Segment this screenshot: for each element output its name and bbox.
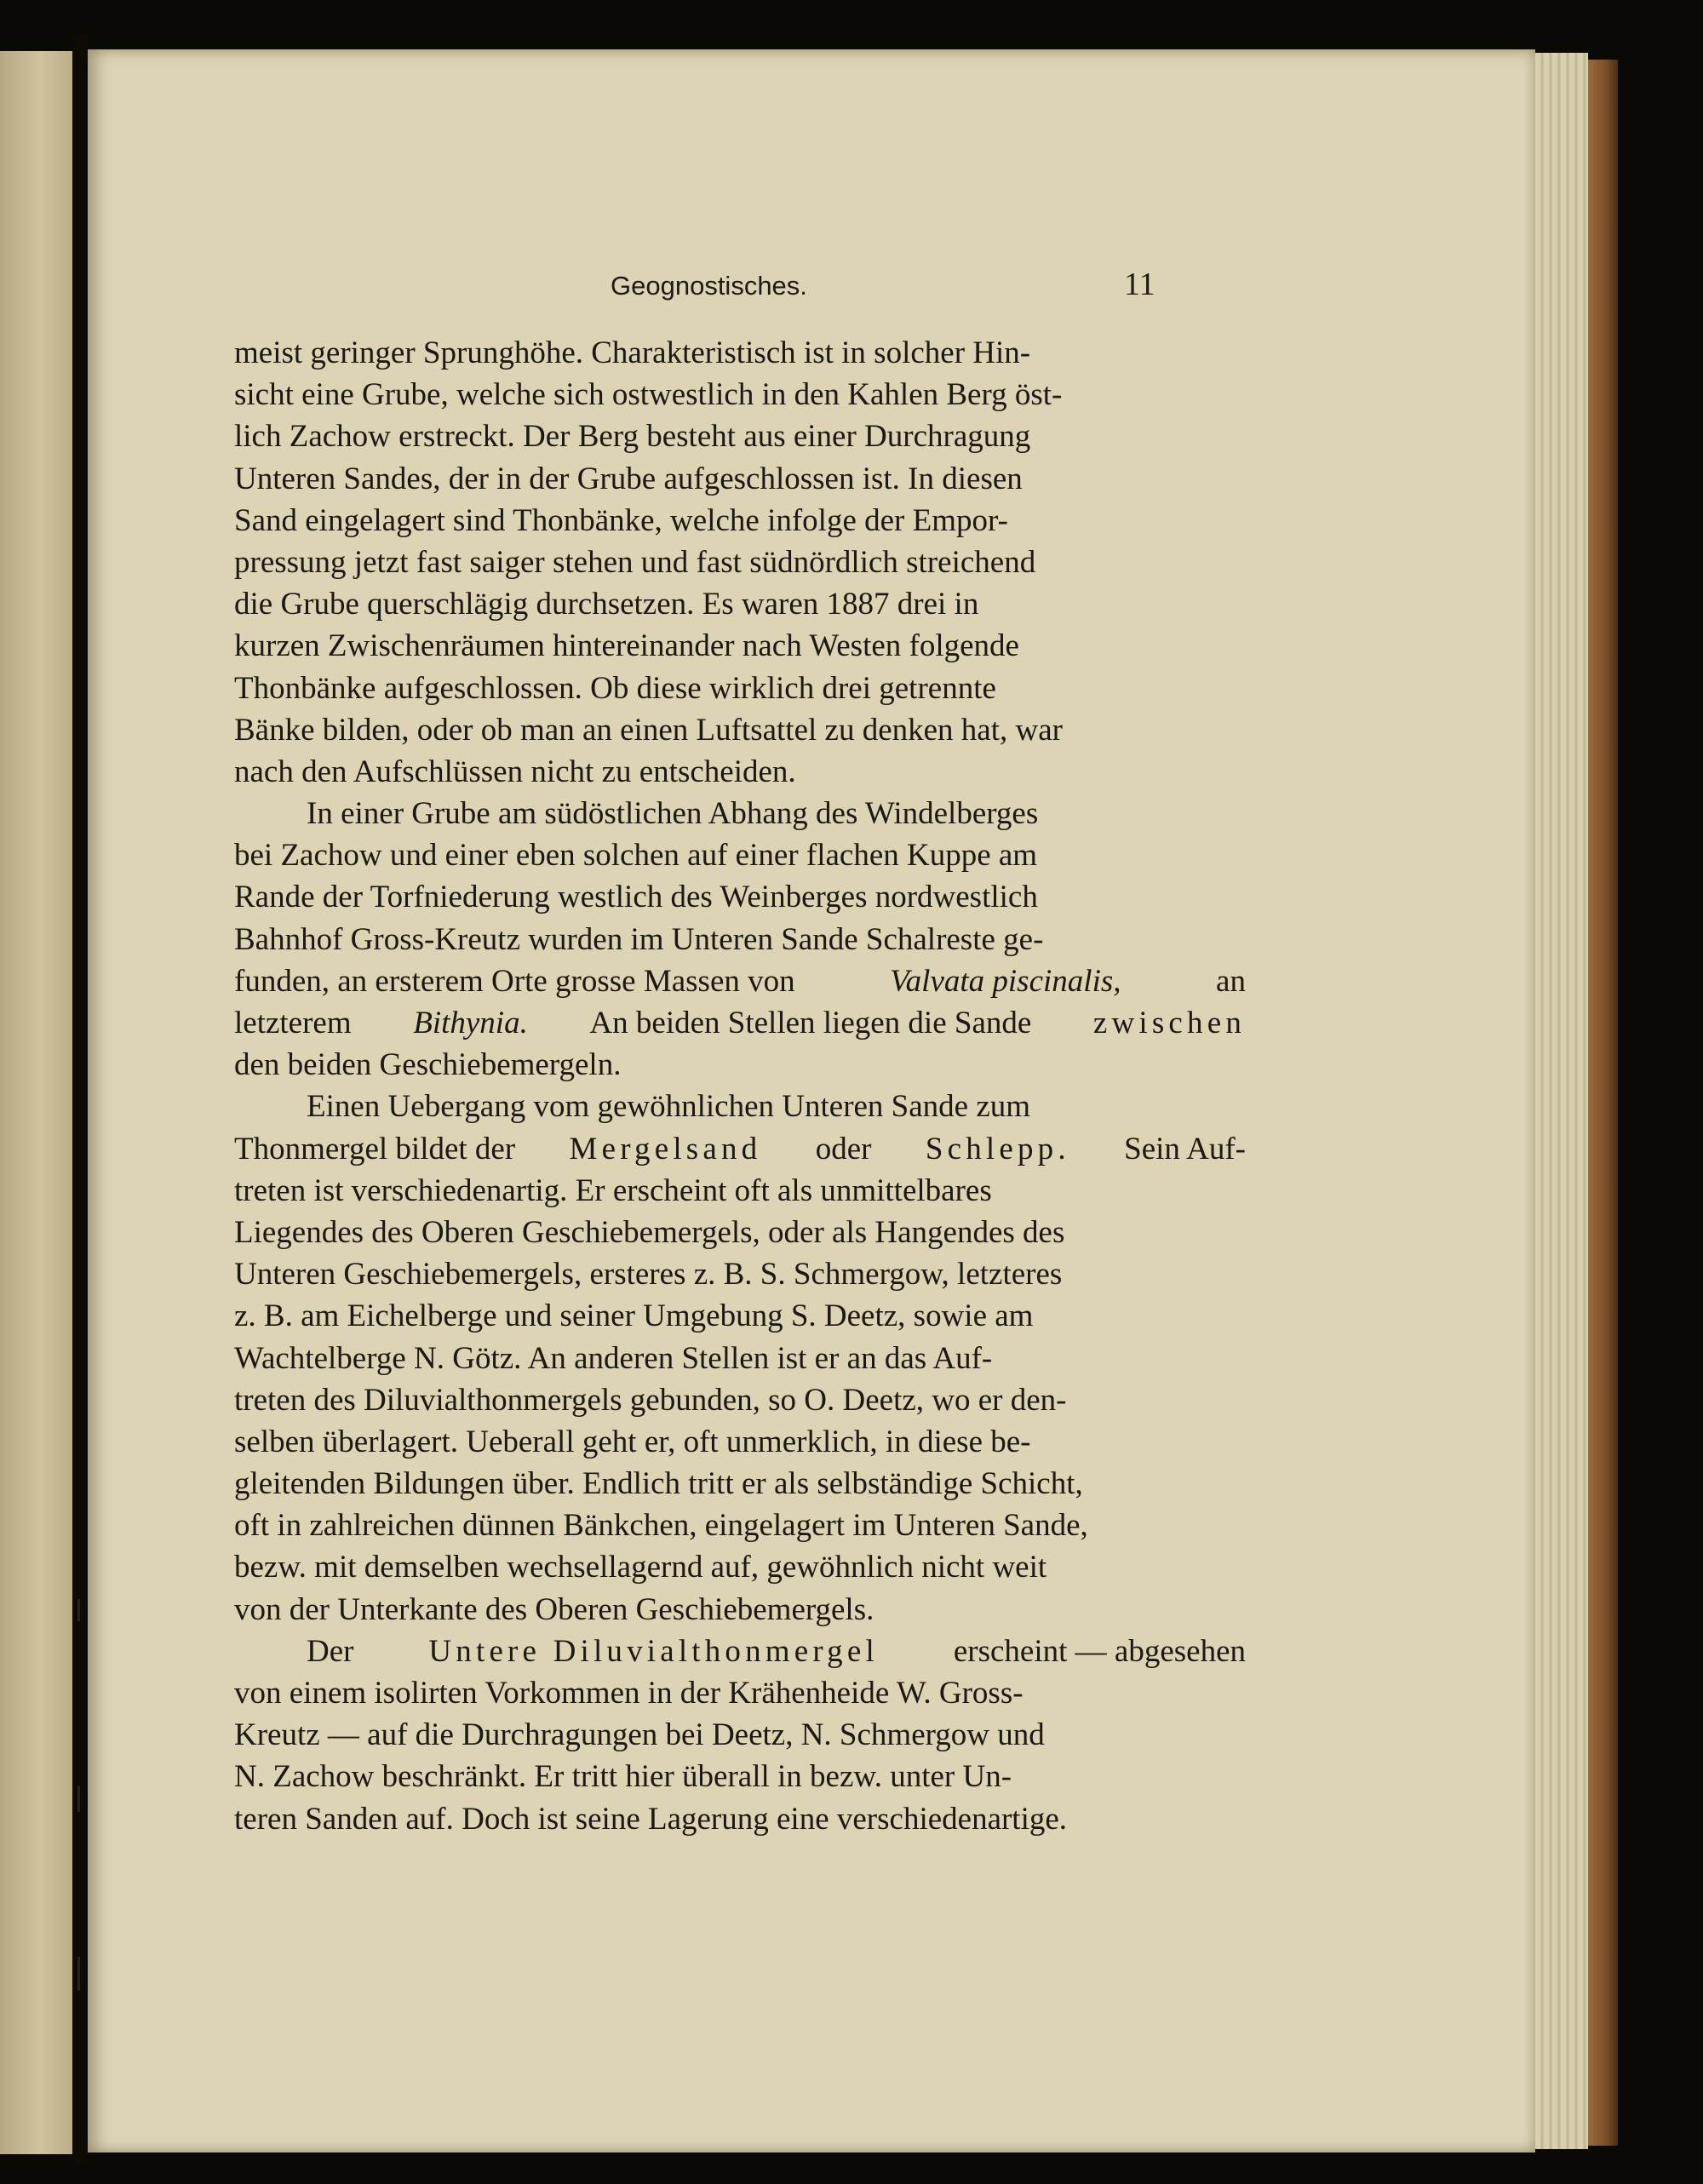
line-text: Einen Uebergang vom gewöhnlichen Unteren Sande zum	[307, 1089, 1031, 1125]
page-stack-edges	[1535, 53, 1588, 2149]
text-line	[234, 374, 1246, 416]
text-line	[234, 1086, 1246, 1127]
line-text: oder	[815, 1131, 872, 1167]
line-text: Der	[307, 1633, 354, 1669]
text-line	[234, 1631, 1246, 1672]
line-text: Bahnhof Gross-Kreutz wurden im Unteren Sande Schalreste ge-	[234, 921, 1044, 957]
line-text: z. B. am Eichelberge und seiner Umgebung S. Deetz, sowie am	[234, 1298, 1034, 1334]
line-text: An beiden Stellen liegen die Sande	[589, 1006, 1032, 1040]
spaced-term: zwischen	[1092, 1006, 1246, 1040]
line-text: Thonbänke aufgeschlossen. Ob diese wirklich drei getrennte	[234, 670, 996, 706]
text-line	[234, 876, 1246, 918]
text-line	[234, 1002, 1246, 1044]
text-line	[234, 793, 1246, 834]
line-text: Wachtelberge N. Götz. An anderen Stellen ist er an das Auf-	[234, 1340, 993, 1376]
line-text: bei Zachow und einer eben solchen auf einer flachen Kuppe am	[234, 838, 1038, 874]
line-text: nach den Aufschlüssen nicht zu entscheiden.	[234, 754, 796, 789]
line-text: Unteren Sandes, der in der Grube aufgeschlossen ist. In diesen	[234, 461, 1023, 496]
page-number: 11	[1124, 267, 1155, 302]
book-gutter	[72, 34, 88, 2163]
text-line	[234, 1338, 1246, 1379]
margin-mark	[77, 1599, 80, 1621]
line-text: pressung jetzt fast saiger stehen und fast südnördlich streichend	[234, 544, 1036, 580]
text-line	[234, 625, 1246, 667]
book-cover-edge	[1588, 60, 1618, 2146]
text-line	[234, 834, 1246, 876]
running-title: Geognostisches.	[611, 271, 807, 301]
line-text: von einem isolirten Vorkommen in der Krähenheide W. Gross-	[234, 1676, 1024, 1711]
line-text: erscheint — abgesehen	[953, 1633, 1246, 1669]
text-line	[234, 1672, 1246, 1714]
line-text: N. Zachow beschränkt. Er tritt hier überall in bezw. unter Un-	[234, 1759, 1012, 1795]
line-text: Bänke bilden, oder ob man an einen Luftsattel zu denken hat, war	[234, 712, 1063, 748]
text-line	[234, 583, 1246, 625]
line-text: teren Sanden auf. Doch ist seine Lagerung eine verschiedenartige.	[234, 1801, 1068, 1837]
line-text: Sand eingelagert sind Thonbänke, welche infolge der Empor-	[234, 502, 1008, 538]
text-line	[234, 751, 1246, 793]
line-text: selben überlagert. Ueberall geht er, oft unmerklich, in diese be-	[234, 1424, 1031, 1459]
line-text: Thonmergel bildet der	[234, 1131, 516, 1167]
text-line	[234, 1128, 1246, 1170]
text-line	[234, 458, 1246, 500]
text-line	[234, 1714, 1246, 1756]
text-line	[234, 416, 1246, 457]
line-text: Liegendes des Oberen Geschiebemergels, oder als Hangendes des	[234, 1214, 1065, 1250]
line-text: oft in zahlreichen dünnen Bänkchen, eingelagert im Unteren Sande,	[234, 1508, 1088, 1544]
text-line	[234, 960, 1246, 1002]
text-line	[234, 500, 1246, 542]
text-line	[234, 1546, 1246, 1588]
spaced-term: Schlepp.	[925, 1131, 1070, 1167]
text-line	[234, 1295, 1246, 1337]
margin-mark	[77, 1957, 80, 1991]
taxon-name: Valvata piscinalis,	[890, 963, 1121, 999]
text-line	[234, 709, 1246, 751]
line-text: kurzen Zwischenräumen hintereinander nach Westen folgende	[234, 628, 1019, 664]
text-line	[234, 1756, 1246, 1797]
text-line	[234, 668, 1246, 709]
line-text: Rande der Torfniederung westlich des Weinberges nordwestlich	[234, 880, 1038, 915]
line-text: In einer Grube am südöstlichen Abhang des Windelberges	[307, 796, 1039, 832]
line-text: letzterem	[234, 1006, 352, 1040]
text-line	[234, 542, 1246, 583]
line-text: funden, an ersterem Orte grosse Massen von	[234, 963, 795, 999]
line-text: Sein Auf-	[1124, 1131, 1246, 1167]
line-text: Unteren Geschiebemergels, ersteres z. B. S. Schmergow, letzteres	[234, 1257, 1063, 1293]
line-text: sicht eine Grube, welche sich ostwestlich in den Kahlen Berg öst-	[234, 377, 1063, 413]
line-text: lich Zachow erstreckt. Der Berg besteht aus einer Durchragung	[234, 419, 1031, 455]
line-text: den beiden Geschiebemergeln.	[234, 1047, 622, 1083]
body-text	[234, 332, 1246, 1840]
line-text: an	[1216, 963, 1246, 999]
line-text: Kreutz — auf die Durchragungen bei Deetz, N. Schmergow und	[234, 1717, 1045, 1753]
previous-page-edge	[0, 51, 72, 2154]
text-line	[234, 1421, 1246, 1463]
spaced-term: Mergelsand	[569, 1131, 762, 1167]
line-text: von der Unterkante des Oberen Geschiebemergels.	[234, 1591, 874, 1627]
text-line	[234, 1044, 1246, 1086]
spaced-term: Untere Diluvialthonmergel	[428, 1633, 879, 1669]
line-text: treten ist verschiedenartig. Er erscheint oft als unmittelbares	[234, 1172, 992, 1208]
text-line	[234, 1463, 1246, 1505]
line-text: treten des Diluvialthonmergels gebunden, so O. Deetz, wo er den-	[234, 1382, 1067, 1418]
text-line	[234, 1212, 1246, 1253]
text-line	[234, 1379, 1246, 1421]
text-line	[234, 1253, 1246, 1295]
text-line	[234, 1505, 1246, 1546]
line-text: die Grube querschlägig durchsetzen. Es waren 1887 drei in	[234, 587, 979, 622]
text-line	[234, 919, 1246, 960]
text-line	[234, 1798, 1246, 1840]
line-text: bezw. mit demselben wechsellagernd auf, gewöhnlich nicht weit	[234, 1550, 1047, 1585]
text-line	[234, 332, 1246, 374]
taxon-name: Bithynia.	[413, 1006, 528, 1040]
text-line	[234, 1589, 1246, 1631]
line-text: meist geringer Sprunghöhe. Charakteristisch ist in solcher Hin-	[234, 335, 1031, 370]
line-text: gleitenden Bildungen über. Endlich tritt er als selbständige Schicht,	[234, 1466, 1083, 1502]
margin-mark	[77, 1786, 80, 1812]
text-line	[234, 1170, 1246, 1212]
